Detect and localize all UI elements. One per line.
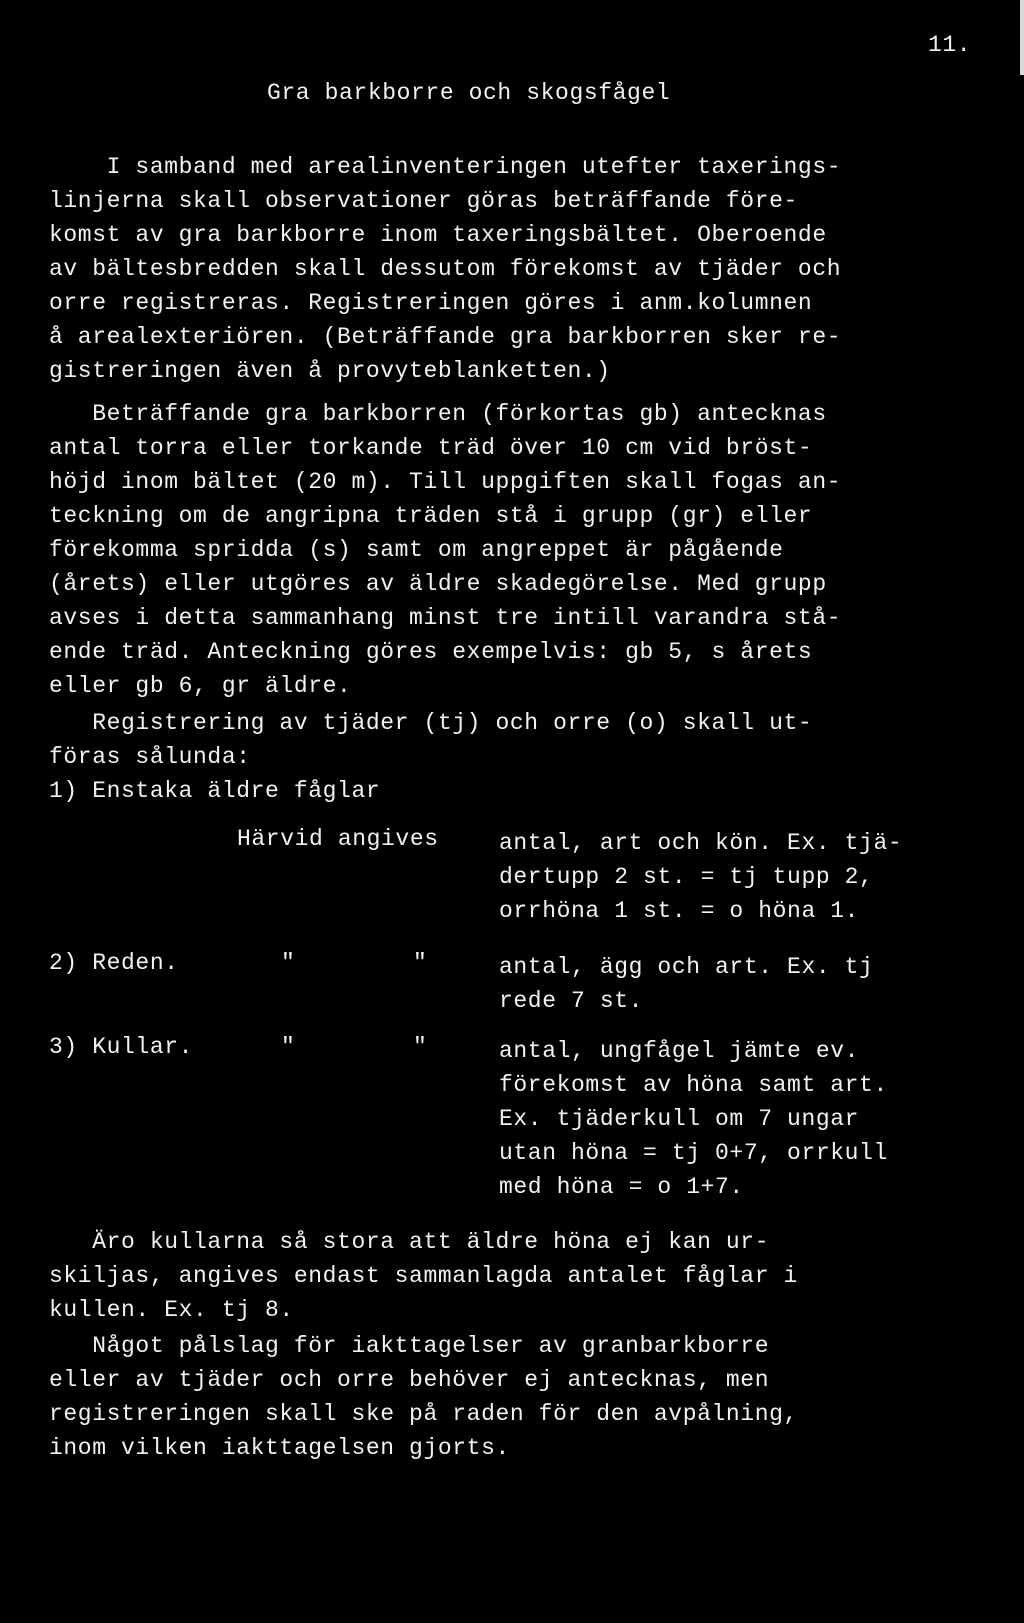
- paragraph-staking-note: Något pålslag för iakttagelser av granbarkborre eller av tjäder och orre behöver ej antecknas, men registreringen skall ske på raden för den avpålning, inom vilken iakttagelsen gjorts.: [49, 1333, 798, 1461]
- registration-row-nests: [49, 950, 999, 1034]
- registration-description: antal, art och kön. Ex. tjä- dertupp 2 st. = tj tupp 2, orrhöna 1 st. = o höna 1.: [499, 830, 903, 924]
- ditto-mark: ": [413, 1034, 428, 1060]
- section-title: Gra barkborre och skogsfågel: [267, 80, 671, 106]
- ditto-mark: ": [281, 950, 296, 976]
- page-number: 11.: [928, 32, 972, 58]
- ditto-mark: ": [281, 1034, 296, 1060]
- paragraph-intro: I samband med arealinventeringen utefter taxerings- linjerna skall observationer göras beträffande före- komst av gra barkborre inom taxeringsbältet. Oberoende av bältesbredden skall dessutom förekomst av tjäder och orre registreras. Registreringen göres i anm.kolumnen å arealexteriören. (Beträffande gra barkborren sker re- gistreringen även å provyteblanketten.): [49, 154, 842, 384]
- paragraph-broods-note: Äro kullarna så stora att äldre höna ej kan ur- skiljas, angives endast sammanlagda antalet fåglar i kullen. Ex. tj 8.: [49, 1229, 798, 1323]
- page-edge-mark: [1020, 0, 1024, 75]
- ditto-mark: ": [413, 950, 428, 976]
- registration-label: 2) Reden.: [49, 950, 179, 976]
- registration-row-single-birds: [49, 826, 999, 950]
- registration-row-broods: [49, 1034, 999, 1200]
- registration-header-phrase: Härvid angives: [237, 826, 439, 852]
- paragraph-barkborre: Beträffande gra barkborren (förkortas gb) antecknas antal torra eller torkande träd över 10 cm vid bröst- höjd inom bältet (20 m). Till uppgiften skall fogas an- teckning om de angripna träden stå i grupp (gr) eller förekomma spridda (s) samt om angreppet är pågående (årets) eller utgöres av äldre skadegörelse. Med grupp avses i detta sammanhang minst tre intill varandra stå- ende träd. Anteckning göres exempelvis: gb 5, s årets eller gb 6, gr äldre.: [49, 401, 842, 699]
- registration-description: antal, ägg och art. Ex. tj rede 7 st.: [499, 954, 874, 1014]
- paragraph-registration-intro: Registrering av tjäder (tj) och orre (o) skall ut- föras sålunda: 1) Enstaka äldre fåglar: [49, 710, 813, 804]
- registration-description: antal, ungfågel jämte ev. förekomst av höna samt art. Ex. tjäderkull om 7 ungar utan höna = tj 0+7, orrkull med höna = o 1+7.: [499, 1038, 888, 1200]
- registration-table: [49, 826, 999, 1200]
- registration-label: 3) Kullar.: [49, 1034, 194, 1060]
